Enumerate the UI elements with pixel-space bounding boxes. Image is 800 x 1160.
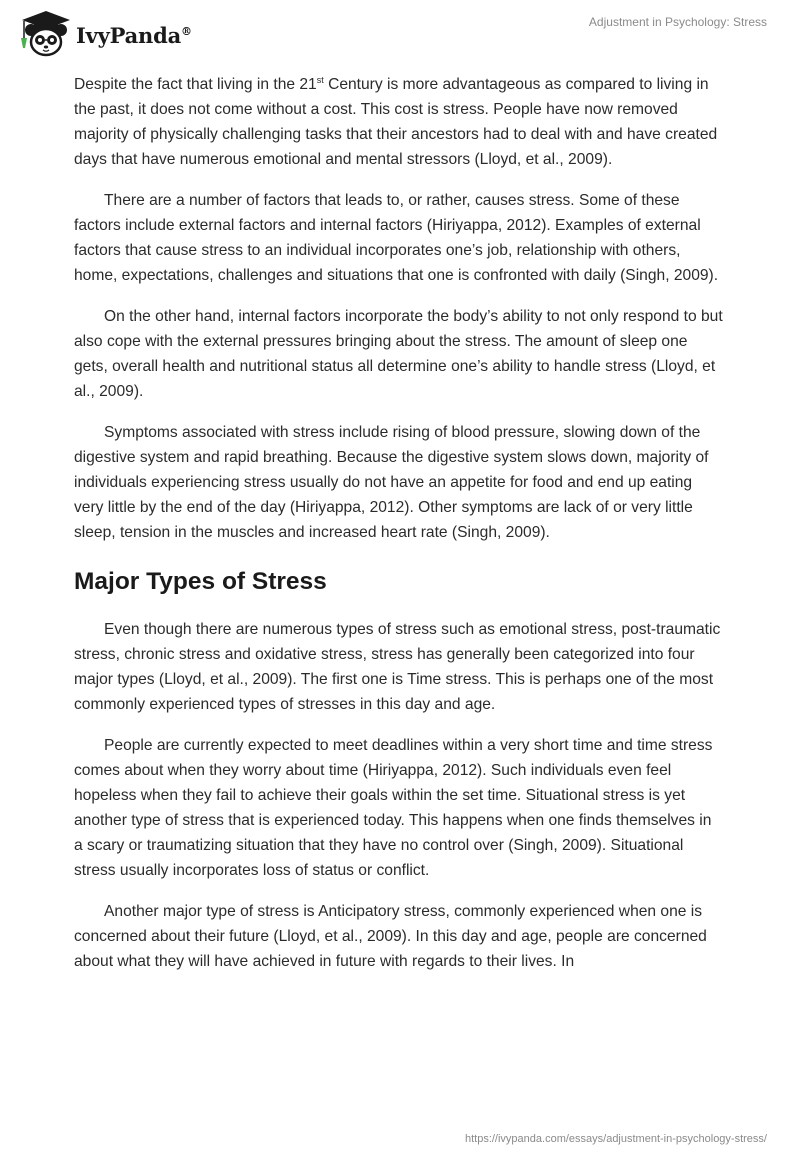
source-url[interactable]: https://ivypanda.com/essays/adjustment-in-psychology-stress/ [464, 1133, 767, 1145]
brand-name: IvyPanda® [76, 22, 192, 48]
paragraph-symptoms: Symptoms associated with stress include rising of blood pressure, slowing down of the digestive system and rapid breathing. Because the digestive system slows down, majority of individuals experiencing stress usually do not have an appetite for food and end up eating very little by the end of the day (Hiriyappa, 2012). Other symptoms are lack of or very little sleep, tension in the muscles and increased heart rate (Singh, 2009). [74, 424, 709, 541]
panda-graduate-icon [16, 8, 72, 58]
brand-logo[interactable] [16, 8, 192, 58]
paragraph-types-overview: Even though there are numerous types of stress such as emotional stress, post-traumatic stress, chronic stress and oxidative stress, stress has generally been categorized into four major types (Lloyd, et al., 2009). The first one is Time stress. This is perhaps one of the most commonly experienced types of stresses in this day and age. [74, 621, 721, 713]
paragraph-causes: There are a number of factors that leads to, or rather, causes stress. Some of these factors include external factors and internal factors (Hiriyappa, 2012). Examples of external factors that cause stress to an individual incorporates one’s job, relationship with others, home, expectations, challenges and situations that one is confronted with daily (Singh, 2009). [74, 192, 719, 284]
essay-content [74, 72, 724, 990]
paragraph-anticipatory: Another major type of stress is Anticipatory stress, commonly experienced when one is concerned about their future (Lloyd, et al., 2009). In this day and age, people are concerned about what they will have achieved in future with regards to their lives. In [74, 903, 707, 970]
paragraph-internal-factors: On the other hand, internal factors incorporate the body’s ability to not only respond to but also cope with the external pressures bringing about the stress. The amount of sleep one gets, overall health and nutritional status all determine one’s ability to handle stress (Lloyd, et al., 2009). [74, 308, 723, 400]
registered-mark: ® [181, 24, 192, 38]
paragraph-time-situational: People are currently expected to meet deadlines within a very short time and time stress comes about when they worry about time (Hiriyappa, 2012). Such individuals even feel hopeless when they fail to achieve their goals within the set time. Situational stress is yet another type of stress that is experienced today. This happens when one finds themselves in a scary or traumatizing situation that they have no control over (Singh, 2009). Situational stress usually incorporates loss of status or conflict. [74, 737, 713, 879]
section-heading: Major Types of Stress [74, 568, 327, 595]
page-header [0, 0, 800, 70]
paragraph-intro: Despite the fact that living in the 21st Century is more advantageous as compared to living in the past, it does not come without a cost. This cost is stress. People have now removed majority of physically challenging tasks that their ancestors had to deal with and have created days that have numerous emotional and mental stressors (Lloyd, et al., 2009). [74, 75, 718, 168]
document-title: Adjustment in Psychology: Stress [588, 15, 767, 29]
ordinal-superscript: st [316, 75, 324, 85]
